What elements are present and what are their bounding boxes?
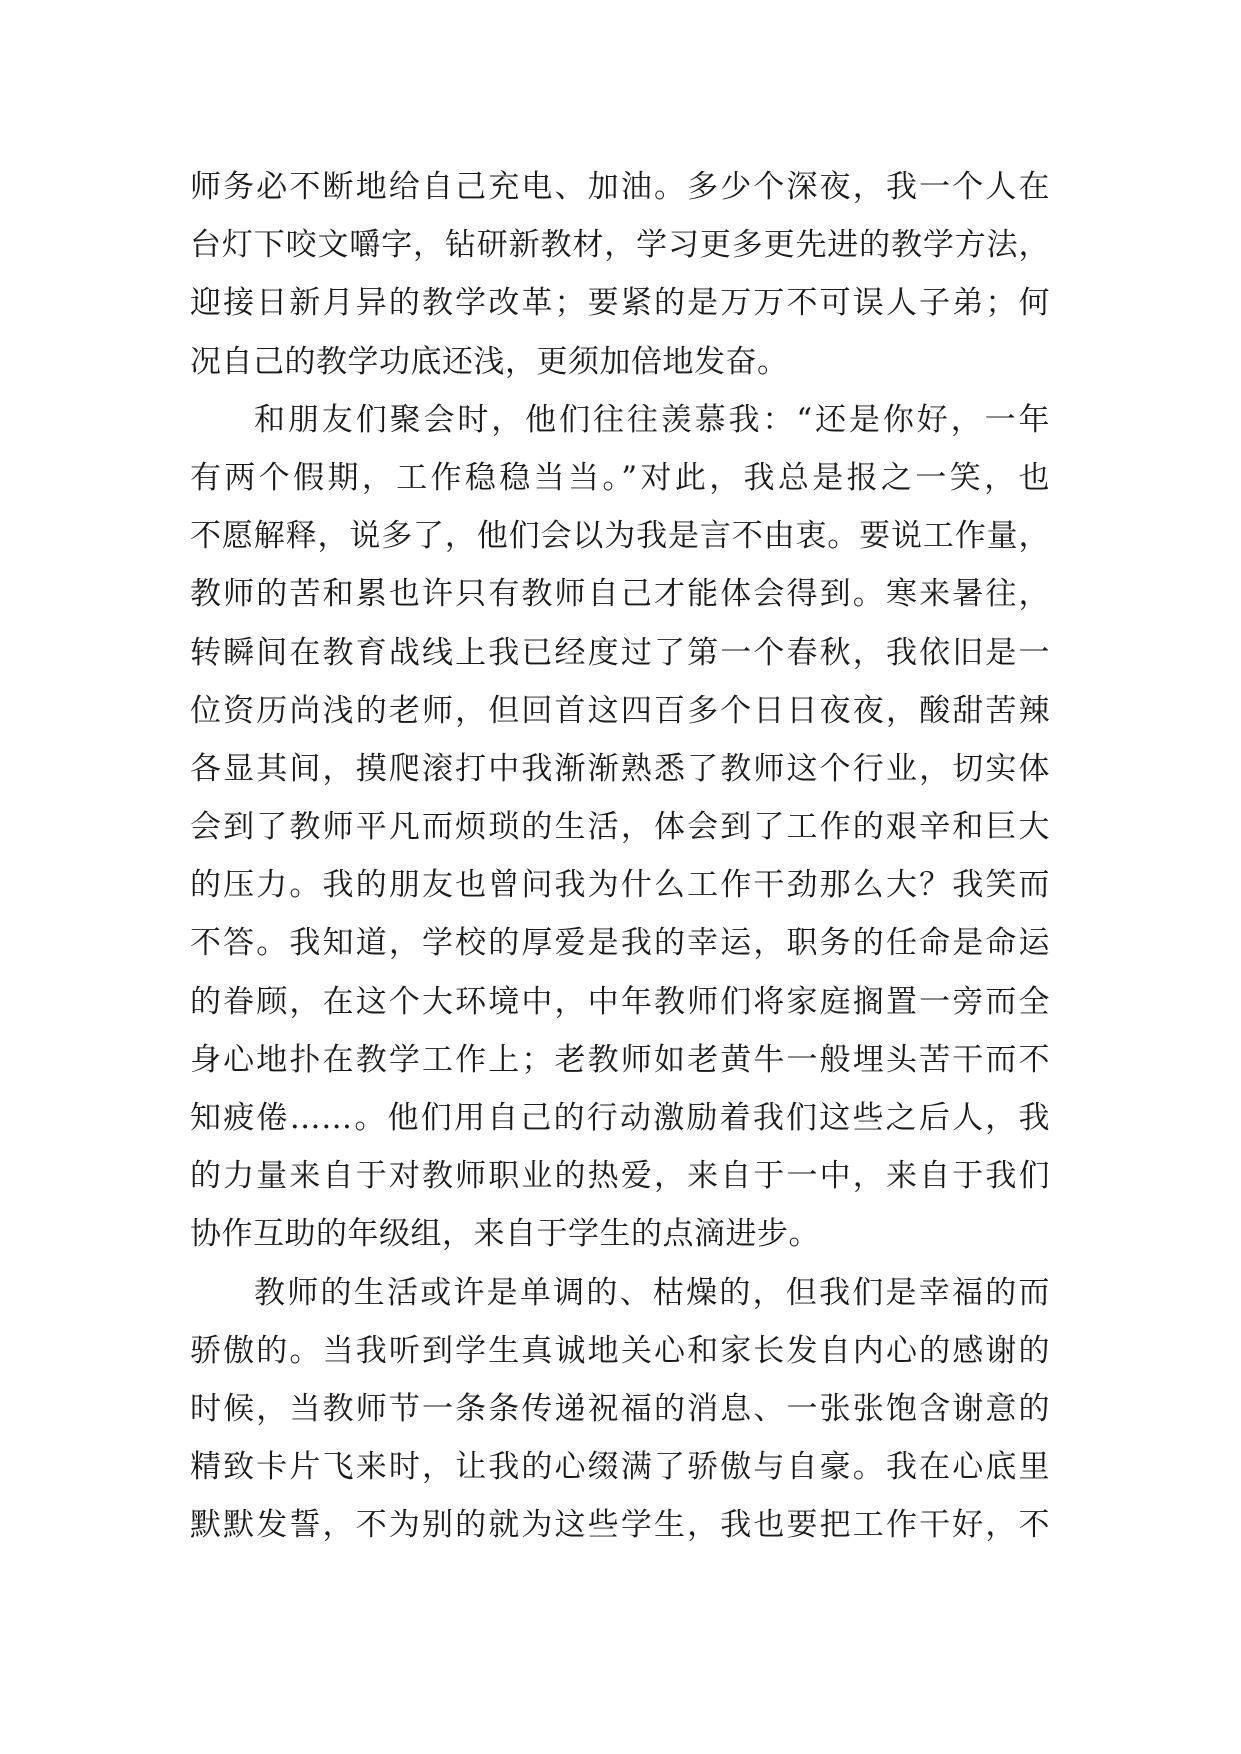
- text-line: 位资历尚浅的老师，但回首这四百多个日日夜夜，酸甜苦辣: [190, 692, 1050, 729]
- text-line: 身心地扑在教学工作上；老教师如老黄牛一般埋头苦干而不: [190, 1041, 1050, 1078]
- text-line: 的力量来自于对教师职业的热爱，来自于一中，来自于我们: [190, 1158, 1050, 1195]
- paragraph-start-line: 和朋友们聚会时，他们往往羡慕我：“还是你好，一年: [254, 401, 1050, 438]
- text-line: 的眷顾，在这个大环境中，中年教师们将家庭搁置一旁而全: [190, 983, 1050, 1020]
- text-line: 知疲倦……。他们用自己的行动激励着我们这些之后人，我: [190, 1100, 1050, 1136]
- text-line: 时候，当教师节一条条传递祝福的消息、一张张饱含谢意的: [190, 1390, 1050, 1427]
- text-line: 有两个假期，工作稳稳当当。”对此，我总是报之一笑，也: [190, 459, 1050, 496]
- text-line: 师务必不断地给自己充电、加油。多少个深夜，我一个人在: [190, 169, 1050, 205]
- text-line: 不答。我知道，学校的厚爱是我的幸运，职务的任命是命运: [190, 925, 1050, 962]
- text-line: 的压力。我的朋友也曾问我为什么工作干劲那么大？我笑而: [190, 867, 1050, 904]
- text-line: 会到了教师平凡而烦琐的生活，体会到了工作的艰辛和巨大: [190, 809, 1050, 846]
- paragraph-start-line: 教师的生活或许是单调的、枯燥的，但我们是幸福的而: [254, 1274, 1050, 1311]
- text-line: 协作互助的年级组，来自于学生的点滴进步。: [190, 1216, 820, 1253]
- text-line: 各显其间，摸爬滚打中我渐渐熟悉了教师这个行业，切实体: [190, 750, 1050, 787]
- text-line: 转瞬间在教育战线上我已经度过了第一个春秋，我依旧是一: [190, 634, 1050, 671]
- text-line: 教师的苦和累也许只有教师自己才能体会得到。寒来暑往，: [190, 576, 1050, 613]
- text-line: 况自己的教学功底还浅，更须加倍地发奋。: [190, 343, 789, 380]
- text-line: 精致卡片飞来时，让我的心缀满了骄傲与自豪。我在心底里: [190, 1449, 1050, 1486]
- text-line: 不愿解释，说多了，他们会以为我是言不由衷。要说工作量，: [190, 518, 1050, 555]
- text-line: 台灯下咬文嚼字，钻研新教材，学习更多更先进的教学方法，: [190, 227, 1050, 264]
- text-line: 迎接日新月异的教学改革；要紧的是万万不可误人子弟；何: [190, 285, 1050, 322]
- text-line: 骄傲的。当我听到学生真诚地关心和家长发自内心的感谢的: [190, 1332, 1050, 1369]
- body-text: [190, 158, 1050, 1555]
- text-line: 默默发誓，不为别的就为这些学生，我也要把工作干好，不: [190, 1507, 1050, 1544]
